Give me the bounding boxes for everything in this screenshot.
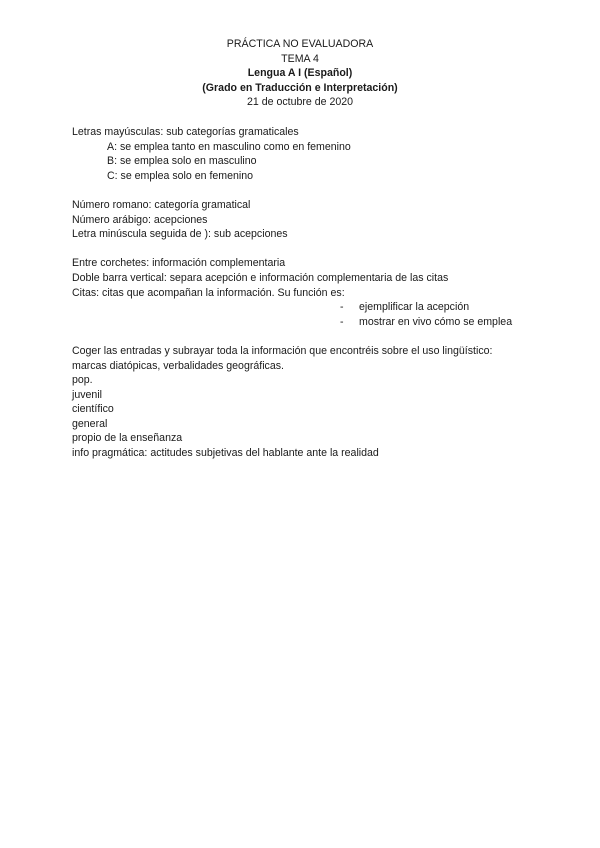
section-capital-letters — [72, 125, 542, 183]
dash-bullet: - — [340, 301, 344, 314]
section-complementary-info — [72, 256, 542, 329]
paragraph-gap — [72, 183, 542, 198]
list-item: C: se emplea solo en femenino — [107, 169, 254, 182]
bullet-item — [72, 315, 542, 330]
text-line: marcas diatópicas, verbalidades geográficas. — [72, 359, 284, 372]
document-header — [0, 37, 600, 110]
list-item: A: se emplea tanto en masculino como en femenino — [107, 140, 351, 153]
section-intro: Letras mayúsculas: sub categorías gramaticales — [72, 126, 299, 138]
text-line: pop. — [72, 374, 93, 387]
dash-bullet: - — [340, 315, 344, 328]
paragraph-gap — [72, 329, 542, 344]
document-body — [72, 125, 542, 461]
text-line: propio de la enseñanza — [72, 432, 183, 445]
text-line: Coger las entradas y subrayar toda la información que encontréis sobre el uso lingüístico: — [72, 344, 493, 357]
section-usage-marks — [72, 344, 542, 461]
bullet-item — [72, 300, 542, 315]
text-line: Citas: citas que acompañan la información. Su función es: — [72, 286, 345, 299]
text-line: Letra minúscula seguida de ): sub acepciones — [72, 228, 288, 241]
text-line: Doble barra vertical: separa acepción e información complementaria de las citas — [72, 271, 449, 284]
section-numbering — [72, 198, 542, 242]
text-line: juvenil — [72, 388, 103, 401]
list-item: B: se emplea solo en masculino — [107, 155, 257, 168]
text-line: general — [72, 417, 108, 430]
text-line: info pragmática: actitudes subjetivas del hablante ante la realidad — [72, 447, 379, 460]
course-name: Lengua A I (Español) — [247, 67, 353, 79]
text-line: Número arábigo: acepciones — [72, 213, 208, 226]
document-date: 21 de octubre de 2020 — [246, 96, 354, 108]
paragraph-gap — [72, 242, 542, 257]
text-line: científico — [72, 403, 114, 416]
text-line: Entre corchetes: información complementaria — [72, 257, 286, 270]
degree-name: (Grado en Traducción e Interpretación) — [202, 81, 398, 94]
text-line: Número romano: categoría gramatical — [72, 198, 251, 211]
practice-title: PRÁCTICA NO EVALUADORA — [226, 38, 374, 50]
bullet-text: mostrar en vivo cómo se emplea — [359, 315, 513, 328]
topic-label: TEMA 4 — [281, 52, 319, 65]
bullet-text: ejemplificar la acepción — [359, 301, 470, 314]
